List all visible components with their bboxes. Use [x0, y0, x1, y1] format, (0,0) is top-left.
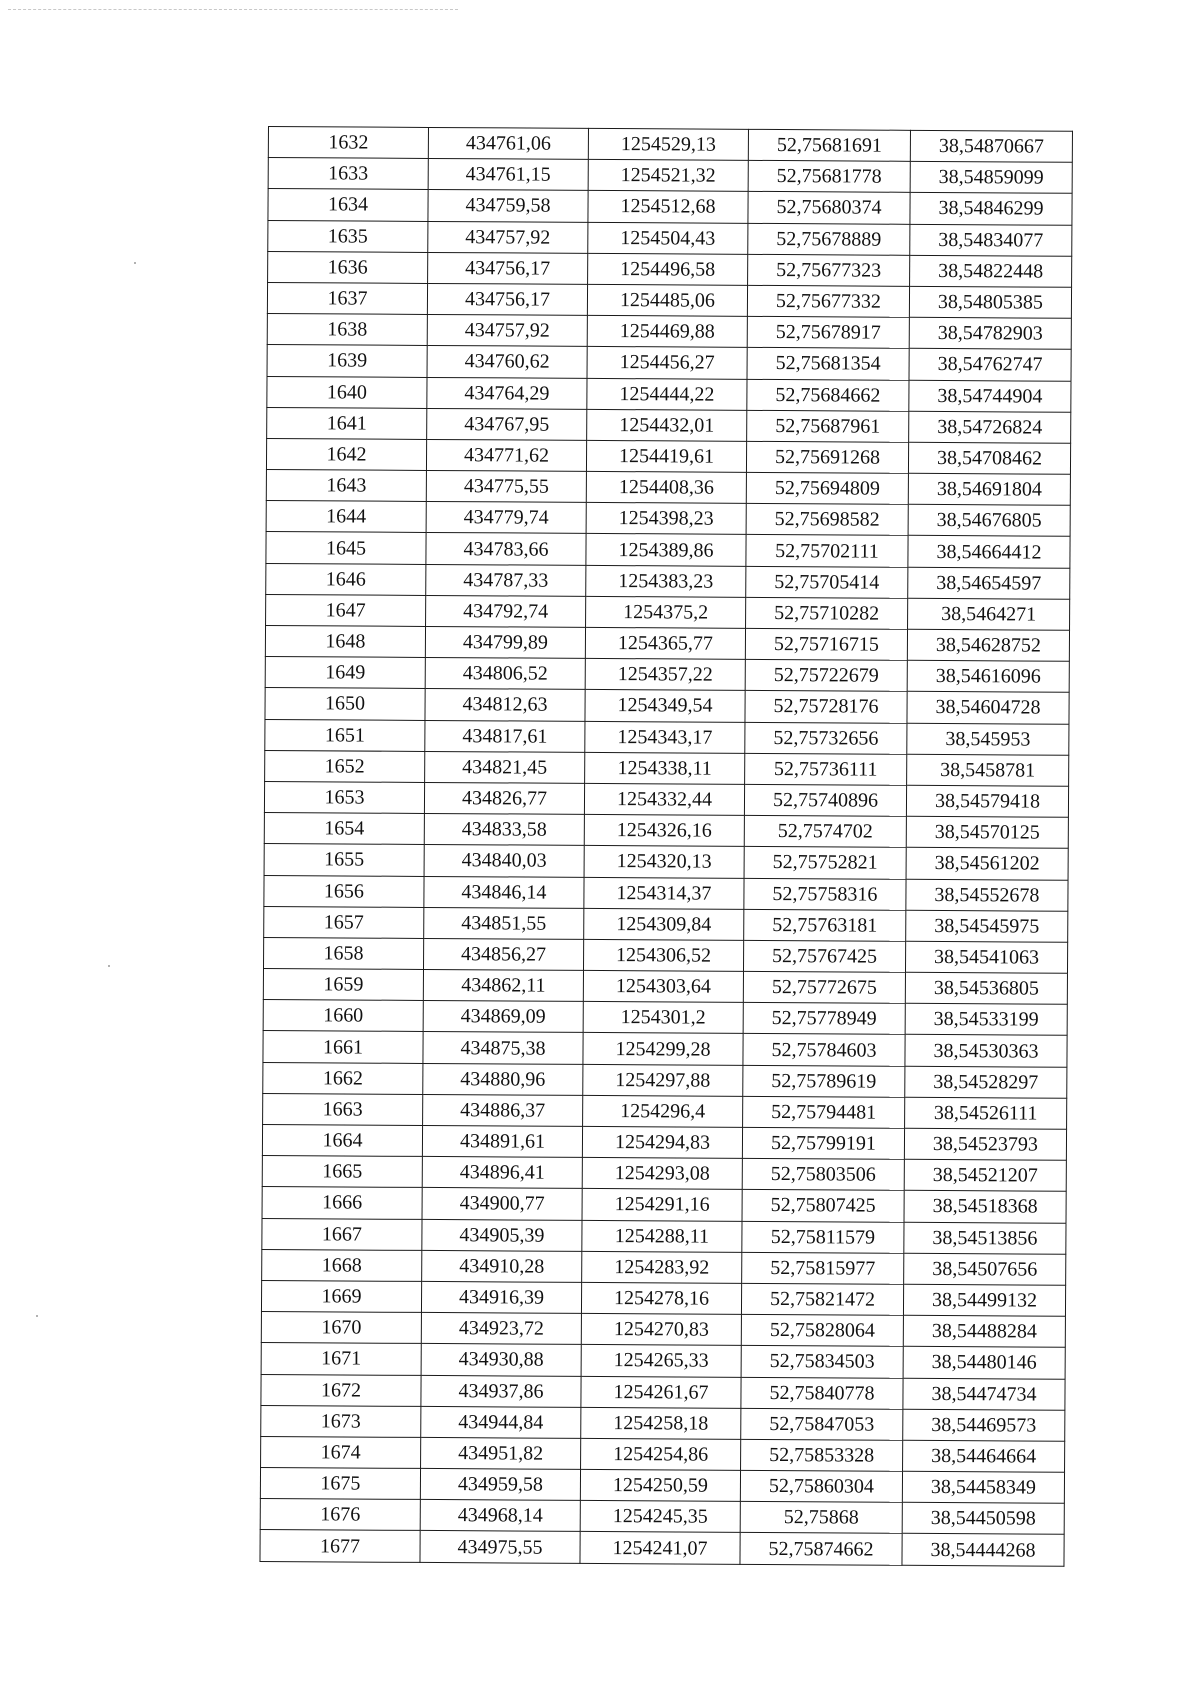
y-coordinate-cell: 1254293,08	[582, 1158, 742, 1190]
point-number-cell: 1675	[260, 1468, 420, 1500]
x-coordinate-cell: 434869,09	[423, 1001, 583, 1033]
point-number-cell: 1655	[264, 844, 424, 876]
latitude-cell: 52,75678889	[748, 223, 910, 255]
point-number-cell: 1665	[262, 1156, 422, 1188]
point-number-cell: 1651	[265, 719, 425, 751]
x-coordinate-cell: 434937,86	[421, 1375, 581, 1407]
x-coordinate-cell: 434951,82	[421, 1437, 581, 1469]
point-number-cell: 1643	[266, 470, 426, 502]
point-number-cell: 1670	[261, 1312, 421, 1344]
table-row	[265, 625, 1069, 661]
point-number-cell: 1672	[261, 1374, 421, 1406]
point-number-cell: 1657	[264, 906, 424, 938]
table-row	[268, 127, 1072, 163]
longitude-cell: 38,54474734	[903, 1378, 1065, 1410]
latitude-cell: 52,75794481	[743, 1096, 905, 1128]
latitude-cell: 52,75767425	[743, 940, 905, 972]
latitude-cell: 52,75847053	[741, 1408, 903, 1440]
y-coordinate-cell: 1254469,88	[587, 316, 747, 348]
table-row	[265, 657, 1069, 693]
x-coordinate-cell: 434821,45	[425, 751, 585, 783]
latitude-cell: 52,75728176	[745, 691, 907, 723]
longitude-cell: 38,54450598	[902, 1503, 1064, 1535]
latitude-cell: 52,75811579	[742, 1221, 904, 1253]
x-coordinate-cell: 434812,63	[425, 689, 585, 721]
x-coordinate-cell: 434787,33	[426, 564, 586, 596]
table-row	[264, 781, 1068, 817]
longitude-cell: 38,5464271	[908, 598, 1070, 630]
table-row	[267, 314, 1071, 350]
longitude-cell: 38,54870667	[910, 130, 1072, 162]
x-coordinate-cell: 434896,41	[422, 1157, 582, 1189]
y-coordinate-cell: 1254408,36	[586, 471, 746, 503]
point-number-cell: 1646	[266, 563, 426, 595]
y-coordinate-cell: 1254301,2	[583, 1002, 743, 1034]
y-coordinate-cell: 1254332,44	[584, 783, 744, 815]
point-number-cell: 1664	[262, 1124, 422, 1156]
x-coordinate-cell: 434799,89	[425, 626, 585, 658]
table-row	[260, 1530, 1064, 1566]
y-coordinate-cell: 1254456,27	[587, 347, 747, 379]
x-coordinate-cell: 434975,55	[420, 1531, 580, 1563]
point-number-cell: 1632	[268, 127, 428, 159]
y-coordinate-cell: 1254299,28	[583, 1033, 743, 1065]
table-row	[266, 501, 1070, 537]
longitude-cell: 38,54822448	[910, 255, 1072, 287]
table-row	[261, 1436, 1065, 1472]
latitude-cell: 52,75680374	[748, 192, 910, 224]
y-coordinate-cell: 1254265,33	[581, 1345, 741, 1377]
y-coordinate-cell: 1254504,43	[588, 222, 748, 254]
point-number-cell: 1676	[260, 1499, 420, 1531]
x-coordinate-cell: 434817,61	[425, 720, 585, 752]
latitude-cell: 52,75752821	[744, 847, 906, 879]
point-number-cell: 1677	[260, 1530, 420, 1562]
y-coordinate-cell: 1254250,59	[580, 1469, 740, 1501]
y-coordinate-cell: 1254297,88	[583, 1064, 743, 1096]
y-coordinate-cell: 1254432,01	[587, 409, 747, 441]
y-coordinate-cell: 1254349,54	[585, 690, 745, 722]
point-number-cell: 1645	[266, 532, 426, 564]
longitude-cell: 38,54513856	[904, 1222, 1066, 1254]
table-row	[266, 532, 1070, 568]
y-coordinate-cell: 1254357,22	[585, 659, 745, 691]
y-coordinate-cell: 1254291,16	[582, 1189, 742, 1221]
x-coordinate-cell: 434910,28	[422, 1250, 582, 1282]
latitude-cell: 52,75834503	[741, 1346, 903, 1378]
longitude-cell: 38,54664412	[908, 536, 1070, 568]
x-coordinate-cell: 434775,55	[426, 471, 586, 503]
longitude-cell: 38,54518368	[904, 1191, 1066, 1223]
x-coordinate-cell: 434761,15	[428, 159, 588, 191]
longitude-cell: 38,54458349	[902, 1471, 1064, 1503]
table-row	[264, 813, 1068, 849]
x-coordinate-cell: 434856,27	[423, 938, 583, 970]
x-coordinate-cell: 434862,11	[423, 970, 583, 1002]
point-number-cell: 1668	[262, 1249, 422, 1281]
x-coordinate-cell: 434886,37	[423, 1094, 583, 1126]
table-row	[263, 1093, 1067, 1129]
point-number-cell: 1660	[263, 1000, 423, 1032]
table-row	[261, 1280, 1065, 1316]
longitude-cell: 38,54805385	[909, 286, 1071, 318]
latitude-cell: 52,75678917	[747, 316, 909, 348]
longitude-cell: 38,54676805	[908, 505, 1070, 537]
x-coordinate-cell: 434756,17	[428, 252, 588, 284]
latitude-cell: 52,75740896	[744, 784, 906, 816]
latitude-cell: 52,75763181	[744, 909, 906, 941]
point-number-cell: 1648	[265, 625, 425, 657]
table-row	[263, 1062, 1067, 1098]
x-coordinate-cell: 434826,77	[424, 782, 584, 814]
y-coordinate-cell: 1254245,35	[580, 1501, 740, 1533]
point-number-cell: 1637	[267, 282, 427, 314]
x-coordinate-cell: 434891,61	[422, 1125, 582, 1157]
y-coordinate-cell: 1254296,4	[583, 1095, 743, 1127]
scan-speck	[36, 1315, 38, 1317]
point-number-cell: 1647	[266, 594, 426, 626]
y-coordinate-cell: 1254314,37	[584, 877, 744, 909]
longitude-cell: 38,54570125	[906, 816, 1068, 848]
y-coordinate-cell: 1254261,67	[581, 1376, 741, 1408]
y-coordinate-cell: 1254294,83	[582, 1126, 742, 1158]
point-number-cell: 1669	[261, 1280, 421, 1312]
longitude-cell: 38,54444268	[902, 1534, 1064, 1566]
longitude-cell: 38,54536805	[905, 972, 1067, 1004]
table-row	[265, 750, 1069, 786]
x-coordinate-cell: 434968,14	[420, 1500, 580, 1532]
table-row	[266, 563, 1070, 599]
point-number-cell: 1666	[262, 1187, 422, 1219]
latitude-cell: 52,75840778	[741, 1377, 903, 1409]
y-coordinate-cell: 1254383,23	[586, 565, 746, 597]
x-coordinate-cell: 434880,96	[423, 1063, 583, 1095]
latitude-cell: 52,75684662	[747, 379, 909, 411]
latitude-cell: 52,75677323	[748, 254, 910, 286]
longitude-cell: 38,54507656	[904, 1253, 1066, 1285]
point-number-cell: 1652	[265, 750, 425, 782]
table-row	[264, 844, 1068, 880]
longitude-cell: 38,54691804	[908, 473, 1070, 505]
longitude-cell: 38,5458781	[907, 754, 1069, 786]
table-row	[263, 969, 1067, 1005]
scan-edge-line	[8, 9, 458, 10]
y-coordinate-cell: 1254343,17	[585, 721, 745, 753]
table-row	[261, 1374, 1065, 1410]
table-row	[267, 376, 1071, 412]
table-row	[264, 906, 1068, 942]
longitude-cell: 38,54464664	[903, 1440, 1065, 1472]
point-number-cell: 1636	[268, 251, 428, 283]
latitude-cell: 52,75821472	[741, 1283, 903, 1315]
x-coordinate-cell: 434757,92	[427, 315, 587, 347]
longitude-cell: 38,54469573	[903, 1409, 1065, 1441]
table-row	[262, 1156, 1066, 1192]
y-coordinate-cell: 1254241,07	[580, 1532, 740, 1564]
table-row	[263, 1000, 1067, 1036]
longitude-cell: 38,54499132	[903, 1284, 1065, 1316]
x-coordinate-cell: 434779,74	[426, 502, 586, 534]
longitude-cell: 38,54628752	[907, 629, 1069, 661]
longitude-cell: 38,54530363	[905, 1035, 1067, 1067]
point-number-cell: 1661	[263, 1031, 423, 1063]
y-coordinate-cell: 1254258,18	[581, 1407, 741, 1439]
point-number-cell: 1667	[262, 1218, 422, 1250]
point-number-cell: 1654	[264, 813, 424, 845]
table-row	[267, 282, 1071, 318]
table-row	[267, 345, 1071, 381]
x-coordinate-cell: 434923,72	[421, 1313, 581, 1345]
y-coordinate-cell: 1254398,23	[586, 503, 746, 535]
y-coordinate-cell: 1254326,16	[584, 815, 744, 847]
point-number-cell: 1662	[263, 1062, 423, 1094]
longitude-cell: 38,54846299	[910, 193, 1072, 225]
point-number-cell: 1639	[267, 345, 427, 377]
y-coordinate-cell: 1254375,2	[586, 596, 746, 628]
x-coordinate-cell: 434761,06	[428, 127, 588, 159]
table-row	[268, 189, 1072, 225]
latitude-cell: 52,75732656	[745, 722, 907, 754]
latitude-cell: 52,75803506	[742, 1159, 904, 1191]
longitude-cell: 38,54523793	[904, 1128, 1066, 1160]
table-row	[262, 1249, 1066, 1285]
y-coordinate-cell: 1254254,86	[581, 1438, 741, 1470]
longitude-cell: 38,54526111	[905, 1097, 1067, 1129]
point-number-cell: 1650	[265, 688, 425, 720]
longitude-cell: 38,54726824	[909, 411, 1071, 443]
scan-speck	[108, 965, 110, 967]
x-coordinate-cell: 434916,39	[421, 1281, 581, 1313]
latitude-cell: 52,75815977	[742, 1252, 904, 1284]
latitude-cell: 52,75687961	[747, 410, 909, 442]
latitude-cell: 52,75778949	[743, 1003, 905, 1035]
x-coordinate-cell: 434833,58	[424, 814, 584, 846]
point-number-cell: 1634	[268, 189, 428, 221]
point-number-cell: 1663	[263, 1093, 423, 1125]
longitude-cell: 38,54604728	[907, 692, 1069, 724]
latitude-cell: 52,75758316	[744, 878, 906, 910]
x-coordinate-cell: 434759,58	[428, 190, 588, 222]
latitude-cell: 52,75691268	[746, 441, 908, 473]
x-coordinate-cell: 434760,62	[427, 346, 587, 378]
x-coordinate-cell: 434792,74	[426, 595, 586, 627]
point-number-cell: 1659	[263, 969, 423, 1001]
x-coordinate-cell: 434783,66	[426, 533, 586, 565]
longitude-cell: 38,54528297	[905, 1066, 1067, 1098]
y-coordinate-cell: 1254270,83	[581, 1314, 741, 1346]
point-number-cell: 1638	[267, 314, 427, 346]
longitude-cell: 38,54579418	[906, 785, 1068, 817]
latitude-cell: 52,75868	[740, 1502, 902, 1534]
point-number-cell: 1671	[261, 1343, 421, 1375]
latitude-cell: 52,75677332	[747, 285, 909, 317]
table-row	[261, 1312, 1065, 1348]
scan-speck	[134, 262, 136, 264]
table-row	[266, 438, 1070, 474]
x-coordinate-cell: 434764,29	[427, 377, 587, 409]
y-coordinate-cell: 1254389,86	[586, 534, 746, 566]
coordinates-table-body	[260, 127, 1072, 1566]
latitude-cell: 52,75722679	[745, 660, 907, 692]
table-row	[261, 1405, 1065, 1441]
y-coordinate-cell: 1254365,77	[585, 627, 745, 659]
table-row	[267, 407, 1071, 443]
table-row	[266, 470, 1070, 506]
longitude-cell: 38,54834077	[910, 224, 1072, 256]
latitude-cell: 52,75705414	[746, 566, 908, 598]
longitude-cell: 38,54762747	[909, 349, 1071, 381]
y-coordinate-cell: 1254512,68	[588, 191, 748, 223]
longitude-cell: 38,54708462	[908, 442, 1070, 474]
longitude-cell: 38,54616096	[907, 660, 1069, 692]
longitude-cell: 38,54480146	[903, 1347, 1065, 1379]
table-row	[262, 1187, 1066, 1223]
point-number-cell: 1635	[268, 220, 428, 252]
latitude-cell: 52,75702111	[746, 535, 908, 567]
latitude-cell: 52,7574702	[744, 815, 906, 847]
table-row	[260, 1468, 1064, 1504]
point-number-cell: 1642	[266, 438, 426, 470]
latitude-cell: 52,75874662	[740, 1533, 902, 1565]
table-row	[265, 719, 1069, 755]
y-coordinate-cell: 1254320,13	[584, 846, 744, 878]
point-number-cell: 1649	[265, 657, 425, 689]
longitude-cell: 38,54744904	[909, 380, 1071, 412]
y-coordinate-cell: 1254288,11	[582, 1220, 742, 1252]
table-row	[261, 1343, 1065, 1379]
table-row	[263, 1031, 1067, 1067]
y-coordinate-cell: 1254306,52	[583, 939, 743, 971]
longitude-cell: 38,54533199	[905, 1004, 1067, 1036]
x-coordinate-cell: 434959,58	[420, 1468, 580, 1500]
x-coordinate-cell: 434846,14	[424, 876, 584, 908]
x-coordinate-cell: 434756,17	[427, 283, 587, 315]
latitude-cell: 52,75694809	[746, 472, 908, 504]
latitude-cell: 52,75784603	[743, 1034, 905, 1066]
latitude-cell: 52,75799191	[742, 1127, 904, 1159]
latitude-cell: 52,75828064	[741, 1314, 903, 1346]
longitude-cell: 38,545953	[907, 723, 1069, 755]
latitude-cell: 52,75681354	[747, 348, 909, 380]
y-coordinate-cell: 1254521,32	[588, 160, 748, 192]
latitude-cell: 52,75853328	[741, 1439, 903, 1471]
latitude-cell: 52,75772675	[743, 971, 905, 1003]
latitude-cell: 52,75807425	[742, 1190, 904, 1222]
point-number-cell: 1653	[264, 781, 424, 813]
y-coordinate-cell: 1254419,61	[586, 440, 746, 472]
longitude-cell: 38,54552678	[906, 879, 1068, 911]
table-row	[262, 1218, 1066, 1254]
point-number-cell: 1640	[267, 376, 427, 408]
latitude-cell: 52,75681778	[748, 161, 910, 193]
table-row	[268, 251, 1072, 287]
x-coordinate-cell: 434900,77	[422, 1188, 582, 1220]
y-coordinate-cell: 1254529,13	[588, 128, 748, 160]
table-row	[262, 1124, 1066, 1160]
longitude-cell: 38,54521207	[904, 1159, 1066, 1191]
x-coordinate-cell: 434840,03	[424, 845, 584, 877]
table-row	[268, 158, 1072, 194]
y-coordinate-cell: 1254309,84	[584, 908, 744, 940]
longitude-cell: 38,54541063	[905, 941, 1067, 973]
latitude-cell: 52,75789619	[743, 1065, 905, 1097]
longitude-cell: 38,54545975	[906, 910, 1068, 942]
latitude-cell: 52,75716715	[745, 628, 907, 660]
y-coordinate-cell: 1254303,64	[583, 970, 743, 1002]
table-row	[264, 937, 1068, 973]
x-coordinate-cell: 434757,92	[428, 221, 588, 253]
point-number-cell: 1658	[264, 937, 424, 969]
x-coordinate-cell: 434767,95	[427, 408, 587, 440]
x-coordinate-cell: 434905,39	[422, 1219, 582, 1251]
table-row	[260, 1499, 1064, 1535]
longitude-cell: 38,54782903	[909, 317, 1071, 349]
x-coordinate-cell: 434944,84	[421, 1406, 581, 1438]
point-number-cell: 1673	[261, 1405, 421, 1437]
latitude-cell: 52,75698582	[746, 504, 908, 536]
latitude-cell: 52,75710282	[746, 597, 908, 629]
table-row	[266, 594, 1070, 630]
point-number-cell: 1674	[261, 1436, 421, 1468]
x-coordinate-cell: 434771,62	[426, 439, 586, 471]
longitude-cell: 38,54488284	[903, 1315, 1065, 1347]
x-coordinate-cell: 434806,52	[425, 658, 585, 690]
point-number-cell: 1633	[268, 158, 428, 190]
table-row	[265, 688, 1069, 724]
latitude-cell: 52,75736111	[745, 753, 907, 785]
latitude-cell: 52,75681691	[748, 129, 910, 161]
y-coordinate-cell: 1254338,11	[585, 752, 745, 784]
longitude-cell: 38,54859099	[910, 161, 1072, 193]
coordinates-table	[259, 126, 1073, 1566]
x-coordinate-cell: 434930,88	[421, 1344, 581, 1376]
x-coordinate-cell: 434875,38	[423, 1032, 583, 1064]
y-coordinate-cell: 1254496,58	[588, 253, 748, 285]
longitude-cell: 38,54654597	[908, 567, 1070, 599]
longitude-cell: 38,54561202	[906, 848, 1068, 880]
y-coordinate-cell: 1254485,06	[587, 284, 747, 316]
latitude-cell: 52,75860304	[740, 1470, 902, 1502]
y-coordinate-cell: 1254283,92	[582, 1251, 742, 1283]
y-coordinate-cell: 1254444,22	[587, 378, 747, 410]
point-number-cell: 1641	[267, 407, 427, 439]
table-row	[268, 220, 1072, 256]
point-number-cell: 1656	[264, 875, 424, 907]
point-number-cell: 1644	[266, 501, 426, 533]
x-coordinate-cell: 434851,55	[424, 907, 584, 939]
table-row	[264, 875, 1068, 911]
y-coordinate-cell: 1254278,16	[581, 1282, 741, 1314]
